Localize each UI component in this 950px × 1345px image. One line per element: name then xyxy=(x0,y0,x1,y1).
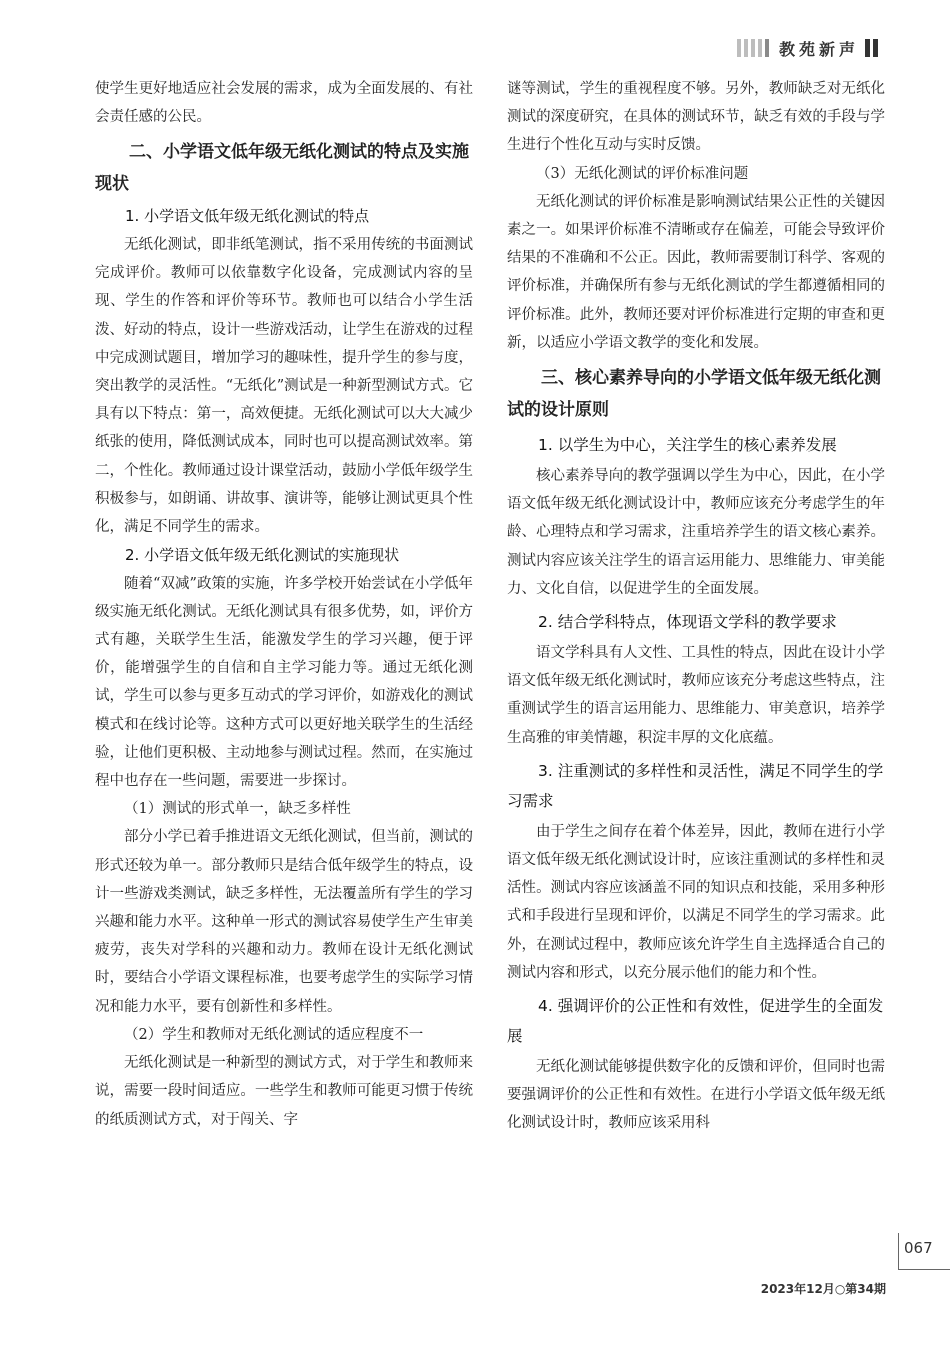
sub-item-heading: （2）学生和教师对无纸化测试的适应程度不一 xyxy=(124,1026,424,1043)
right-column xyxy=(507,75,885,1138)
subsection-heading: 3. 注重测试的多样性和灵活性，满足不同学生的学习需求 xyxy=(507,761,884,810)
sub-item-heading: （3）无纸化测试的评价标准问题 xyxy=(536,165,749,182)
page-number-box xyxy=(898,1233,950,1270)
paragraph: 无纸化测试，即非纸笔测试，指不采用传统的书面测试完成评价。教师可以依靠数字化设备，完成测试内容的呈现、学生的作答和评价等环节。教师也可以结合小学生活泼、好动的特点，设计一些游戏活动，让学生在游戏的过程中完成测试题目，增加学习的趣味性，提升学生的参与度，突出教学的灵活性。“无纸化”测试是一种新型测试方式。它具有以下特点：第一，高效便捷。无纸化测试可以大大减少纸张的使用，降低测试成本，同时也可以提高测试效率。第二，个性化。教师通过设计课堂活动，鼓励小学低年级学生积极参与，如朗诵、讲故事、演讲等，能够让测试更具个性化，满足不同学生的需求。 xyxy=(95,236,473,535)
page-number: 067 xyxy=(904,1239,933,1257)
paragraph: 谜等测试，学生的重视程度不够。另外，教师缺乏对无纸化测试的深度研究，在具体的测试环节，缺乏有效的手段与学生进行个性化互动与实时反馈。 xyxy=(507,81,885,154)
paragraph: 随着“双减”政策的实施，许多学校开始尝试在小学低年级实施无纸化测试。无纸化测试具有很多优势，如，评价方式有趣，关联学生生活，能激发学生的学习兴趣，便于评价，能增强学生的自信和自主学习能力等。通过无纸化测试，学生可以参与更多互动式的学习评价，如游戏化的测试模式和在线讨论等。这种方式可以更好地关联学生的生活经验，让他们更积极、主动地参与测试过程。然而，在实施过程中也存在一些问题，需要进一步探讨。 xyxy=(95,575,473,790)
subsection-heading: 2. 结合学科特点，体现语文学科的教学要求 xyxy=(538,613,837,632)
paragraph: 使学生更好地适应社会发展的需求，成为全面发展的、有社会责任感的公民。 xyxy=(95,81,473,126)
running-header xyxy=(737,36,878,60)
paragraph: 部分小学已着手推进语文无纸化测试，但当前，测试的形式还较为单一。部分教师只是结合低年级学生的特点，设计一些游戏类测试，缺乏多样性，无法覆盖所有学生的学习兴趣和能力水平。这种单一形式的测试容易使学生产生审美疲劳，丧失对学科的兴趣和动力。教师在设计无纸化测试时，要结合小学语文课程标准，也要考虑学生的实际学习情况和能力水平，要有创新性和多样性。 xyxy=(95,829,473,1015)
section-heading: 二、小学语文低年级无纸化测试的特点及实施现状 xyxy=(95,142,469,195)
subsection-heading: 4. 强调评价的公正性和有效性，促进学生的全面发展 xyxy=(507,997,884,1046)
paragraph: 无纸化测试能够提供数字化的反馈和评价，但同时也需要强调评价的公正性和有效性。在进行小学语文低年级无纸化测试设计时，教师应该采用科 xyxy=(507,1059,885,1132)
sub-item-heading: （1）测试的形式单一，缺乏多样性 xyxy=(124,801,351,818)
paragraph: 无纸化测试是一种新型的测试方式，对于学生和教师来说，需要一段时间适应。一些学生和教师可能更习惯于传统的纸质测试方式，对于闯关、字 xyxy=(95,1055,473,1128)
section-heading: 三、核心素养导向的小学语文低年级无纸化测试的设计原则 xyxy=(507,368,881,421)
header-stripes-decoration xyxy=(737,39,769,57)
subsection-heading: 2. 小学语文低年级无纸化测试的实施现状 xyxy=(125,546,400,565)
issue-label: 2023年12月○第34期 xyxy=(760,1282,886,1296)
paragraph: 由于学生之间存在着个体差异，因此，教师在进行小学语文低年级无纸化测试设计时，应该注重测试的多样性和灵活性。测试内容应该涵盖不同的知识点和技能，采用多种形式和手段进行呈现和评价，以满足不同学生的学习需求。此外，在测试过程中，教师应该允许学生自主选择适合自己的测试内容和形式，以充分展示他们的能力和个性。 xyxy=(507,823,885,981)
column-title: 教苑新声 xyxy=(778,39,859,59)
paragraph: 核心素养导向的教学强调以学生为中心，因此，在小学语文低年级无纸化测试设计中，教师应该充分考虑学生的年龄、心理特点和学习需求，注重培养学生的语文核心素养。测试内容应该关注学生的语言运用能力、思维能力、审美能力、文化自信，以促进学生的全面发展。 xyxy=(507,468,885,597)
paragraph: 无纸化测试的评价标准是影响测试结果公正性的关键因素之一。如果评价标准不清晰或存在偏差，可能会导致评价结果的不准确和不公正。因此，教师需要制订科学、客观的评价标准，并确保所有参与无纸化测试的学生都遵循相同的评价标准。此外，教师还要对评价标准进行定期的审查和更新，以适应小学语文教学的变化和发展。 xyxy=(507,193,885,351)
subsection-heading: 1. 以学生为中心，关注学生的核心素养发展 xyxy=(538,436,837,455)
header-bars-decoration xyxy=(865,39,878,57)
left-column xyxy=(95,75,473,1134)
paragraph: 语文学科具有人文性、工具性的特点，因此在设计小学语文低年级无纸化测试时，教师应该充分考虑这些特点，注重测试学生的语言运用能力、思维能力、审美意识，培养学生高雅的审美情趣，积淀丰厚的文化底蕴。 xyxy=(507,645,885,746)
subsection-heading: 1. 小学语文低年级无纸化测试的特点 xyxy=(125,207,370,226)
